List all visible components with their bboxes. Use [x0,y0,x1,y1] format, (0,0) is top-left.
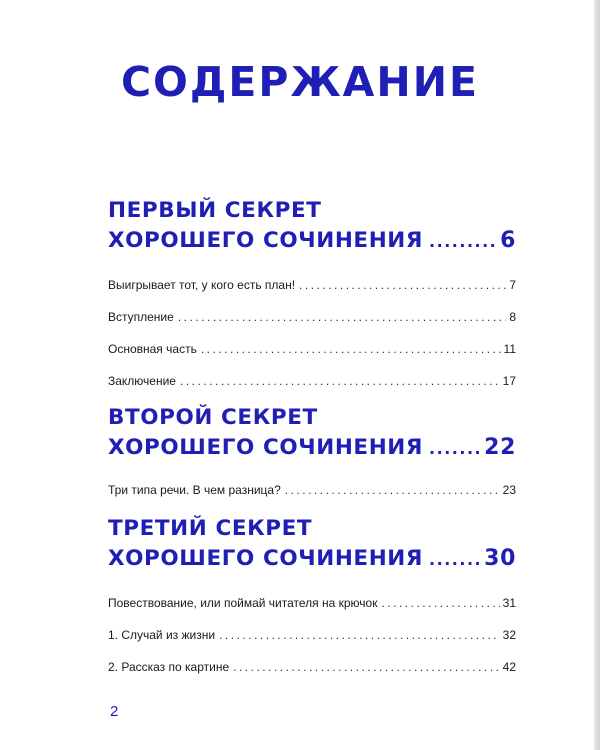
section-page-number: 30 [484,546,516,571]
toc-section-1 [108,196,516,397]
toc-entry-label: Повествование, или поймай читателя на крючок [108,596,378,610]
toc-entry-label: 2. Рассказ по картине [108,660,230,674]
toc-entry-label: Заключение [108,374,176,388]
section-heading-line1: ТРЕТИЙ СЕКРЕТ [108,516,313,541]
section-heading-line2[interactable]: ХОРОШЕГО СОЧИНЕНИЯ ..... 22 [108,433,516,464]
page-edge [594,0,600,750]
toc-entry-page: 31 [502,596,516,610]
section-page-number: 6 [500,228,516,253]
leader-dots [219,619,500,651]
leader-dots [233,651,500,683]
leader-dots [429,227,497,257]
toc-entry-page: 8 [509,310,516,324]
leader-dots [299,269,506,301]
toc-entry-label: Основная часть [108,342,197,356]
toc-entry-page: 23 [502,483,516,497]
toc-entry[interactable] [108,619,516,651]
toc-entry[interactable] [108,269,516,301]
toc-entry-page: 42 [502,660,516,674]
section-heading-line1: ВТОРОЙ СЕКРЕТ [108,405,318,430]
toc-entry-label: 1. Случай из жизни [108,628,216,642]
leader-dots [201,333,501,365]
table-of-contents [108,196,516,683]
toc-entry-label: Вступление [108,310,174,324]
leader-dots [180,365,500,397]
page-title: СОДЕРЖАНИЕ [120,58,480,106]
section-heading-line2[interactable]: ХОРОШЕГО СОЧИНЕНИЯ ..... 30 [108,544,516,575]
toc-entry[interactable] [108,301,516,333]
toc-entry[interactable] [108,365,516,397]
section-page-number: 22 [484,435,516,460]
page-number: 2 [110,703,119,720]
toc-entry[interactable] [108,333,516,365]
toc-entry[interactable] [108,651,516,683]
toc-entry-label: Три типа речи. В чем разница? [108,483,281,497]
leader-dots [429,434,481,464]
toc-entry-page: 17 [502,374,516,388]
leader-dots [429,545,481,575]
toc-section-3 [108,514,516,683]
toc-entry[interactable] [108,587,516,619]
leader-dots [178,301,507,333]
toc-entry-label: Выигрывает тот, у кого есть план! [108,278,296,292]
section-heading-line2[interactable]: ХОРОШЕГО СОЧИНЕНИЯ ..... 6 [108,226,516,257]
section-heading-line1: ПЕРВЫЙ СЕКРЕТ [108,198,322,223]
toc-entry[interactable] [108,474,516,506]
toc-section-2 [108,403,516,506]
toc-entry-page: 7 [509,278,516,292]
leader-dots [285,474,500,506]
leader-dots [381,587,499,619]
toc-entry-page: 32 [502,628,516,642]
toc-entry-page: 11 [503,342,516,356]
